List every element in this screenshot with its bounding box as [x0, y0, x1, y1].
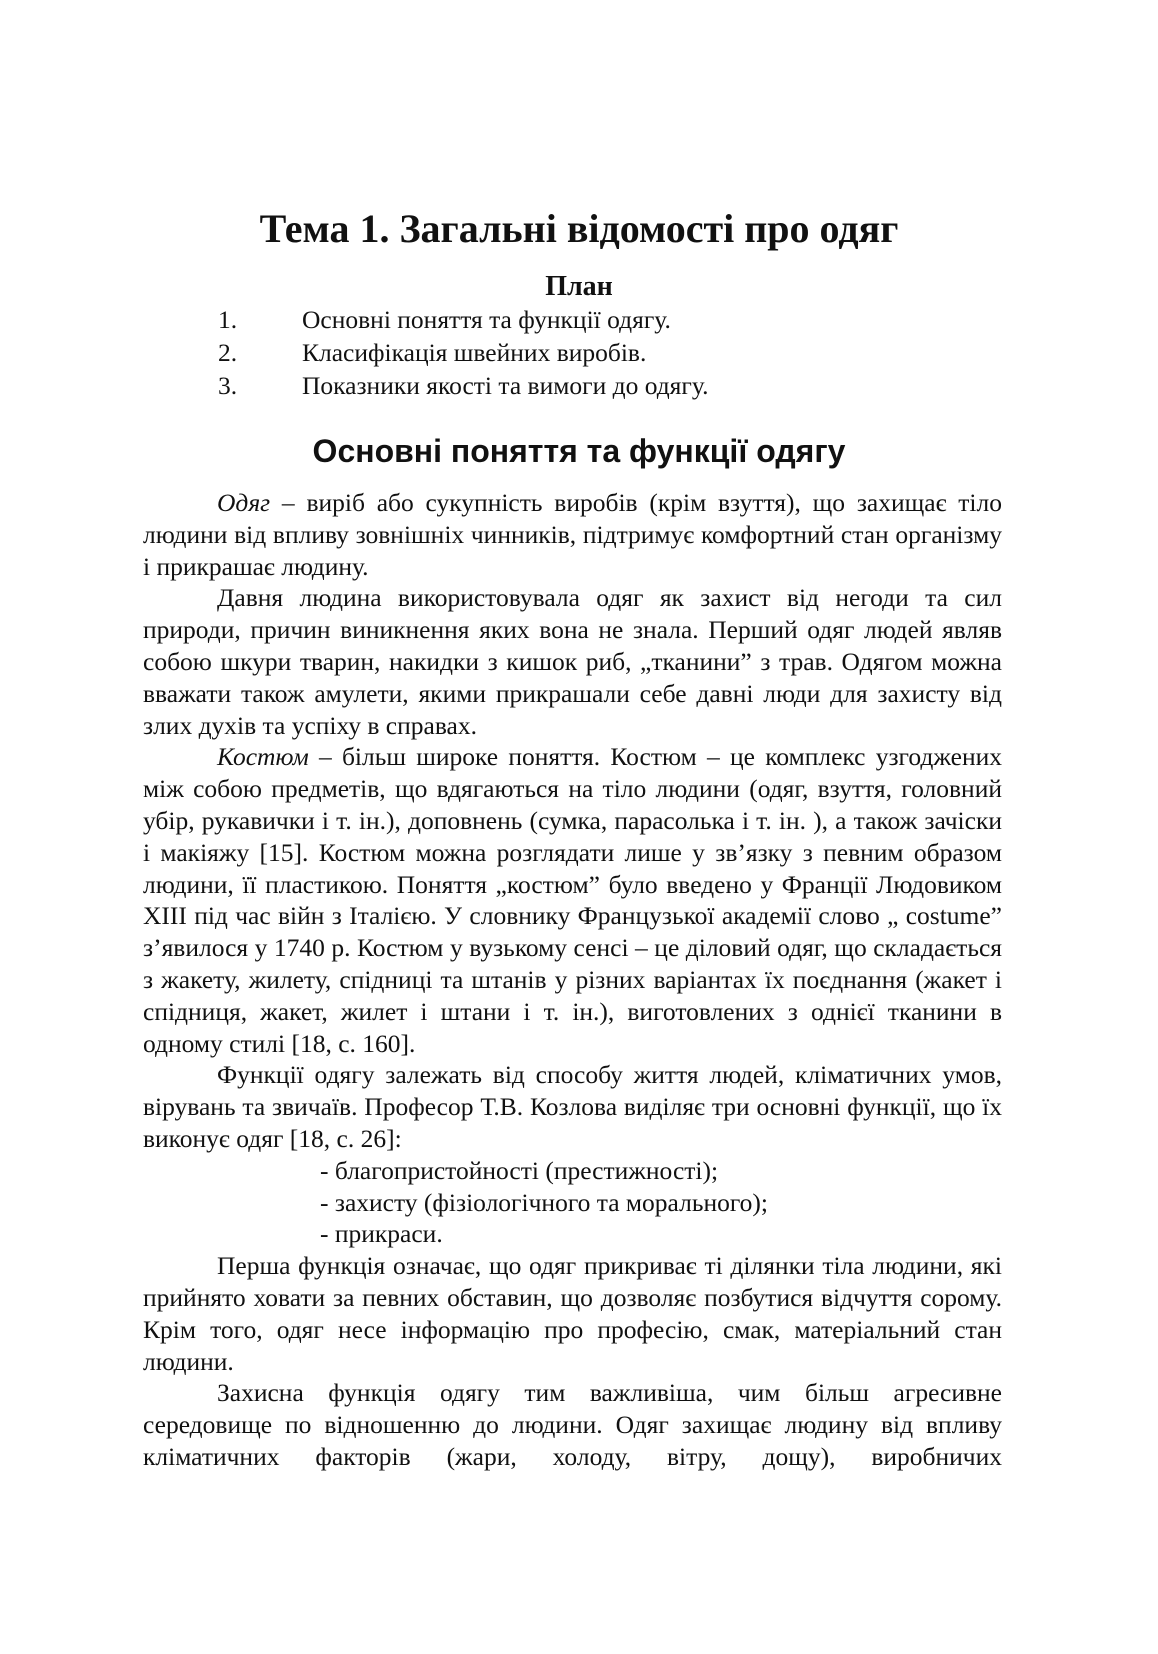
paragraph-protective-function: Захисна функція одягу тим важливіша, чим більш агресивне середовище по відношенню до людини. Одяг захищає людину від впливу кліматичних факторів (жари, холоду, вітру, дощу), виробничих	[143, 1378, 1002, 1471]
plan-item-text: Показники якості та вимоги до одягу.	[302, 371, 709, 400]
plan-item-number: 3.	[218, 371, 238, 400]
paragraph-text: – більш широке поняття. Костюм – це комплекс узгоджених між собою предметів, що вдягаються на тіло людини (одяг, взуття, головний убір, рукавички і т. ін.), доповнень (сумка, парасолька і т. ін. ), а також зачіски і макіяжу [15]. Костюм можна розглядати лише у зв’язку з певним образом людини, її пластикою. Поняття „костюм” було введено у Франції Людовиком XIII під час війн з Італією. У словнику Французької академії слово „ costume” з’явилося у 1740 р. Костюм у вузькому сенсі – це діловий одяг, що складається з жакету, жилету, спідниці та штанів у різних варіантах їх поєднання (жакет і спідниця, жакет, жилет і штани і т. ін.), виготовлених з однієї тканини в одному стилі [18, с. 160].	[143, 742, 1002, 1058]
page-title: Тема 1. Загальні відомості про одяг	[259, 206, 899, 251]
list-item: - прикраси.	[320, 1219, 443, 1249]
paragraph-text: – виріб або сукупність виробів (крім взуття), що захищає тіло людини від впливу зовнішніх чинників, підтримує комфортний стан організму і прикрашає людину.	[143, 488, 1002, 581]
paragraph-definition-costume	[143, 741, 1002, 1059]
plan-item	[218, 303, 978, 336]
section-heading: Основні поняття та функції одягу	[312, 433, 846, 469]
plan-item-number: 2.	[218, 338, 238, 367]
plan-item-text: Класифікація швейних виробів.	[302, 338, 647, 367]
functions-list	[143, 1155, 1002, 1250]
paragraph-history: Давня людина використовувала одяг як захист від негоди та сил природи, причин виникнення яких вона не знала. Перший одяг людей являв собою шкури тварин, накидки з кишок риб, „тканини” з трав. Одягом можна вважати також амулети, якими прикрашали себе давні люди для захисту від злих духів та успіху в справах.	[143, 583, 1002, 740]
term-costume: Костюм	[217, 742, 309, 772]
paragraph-functions: Функції одягу залежать від способу життя людей, кліматичних умов, вірувань та звичаїв. Професор Т.В. Козлова виділяє три основні функції, що їх виконує одяг [18, с. 26]:	[143, 1060, 1002, 1153]
paragraph-first-function: Перша функція означає, що одяг прикриває ті ділянки тіла людини, які прийнято ховати за певних обставин, що дозволяє позбутися відчуття сорому. Крім того, одяг несе інформацію про професію, смак, матеріальний стан людини.	[143, 1251, 1002, 1376]
list-item: - благопристойності (престижності);	[320, 1155, 719, 1185]
plan-heading: План	[545, 271, 613, 302]
plan-item	[218, 336, 978, 369]
plan-item-number: 1.	[218, 305, 238, 334]
paragraph-definition-clothing	[143, 487, 1002, 582]
term-clothing: Одяг	[217, 488, 271, 517]
plan-list	[218, 303, 978, 402]
plan-item	[218, 369, 978, 402]
plan-item-text: Основні поняття та функції одягу.	[302, 305, 671, 334]
list-item: - захисту (фізіологічного та морального);	[320, 1187, 768, 1217]
body-text	[143, 487, 1002, 1473]
